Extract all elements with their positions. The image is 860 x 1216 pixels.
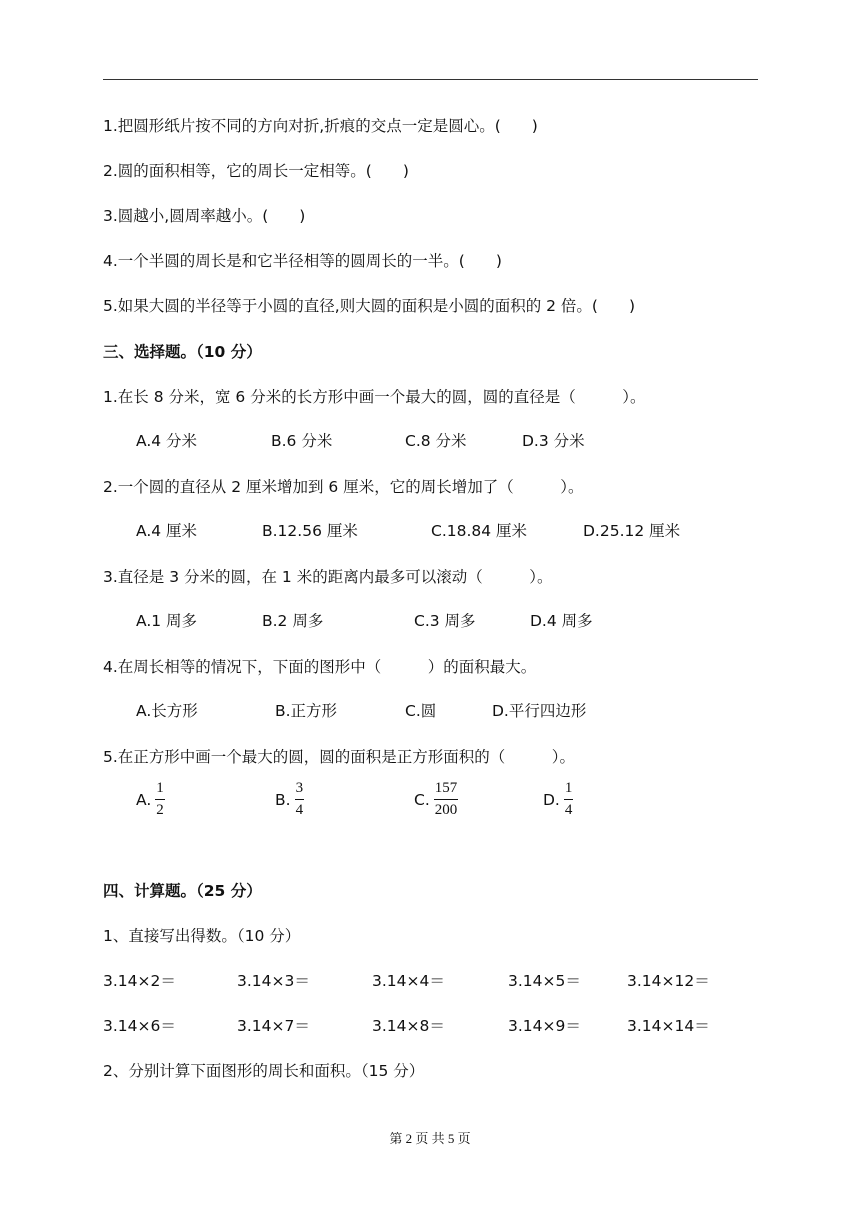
fraction-numerator: 1 — [564, 780, 574, 800]
fraction-numerator: 1 — [155, 780, 165, 800]
section-4-title: 四、计算题。（25 分） — [103, 882, 262, 900]
option-label: D. — [543, 790, 560, 809]
calc-item: 3.14×2＝ — [103, 972, 176, 990]
choice-question-1: 1.在长 8 分米，宽 6 分米的长方形中画一个最大的圆，圆的直径是（ ）。 — [103, 388, 646, 406]
judge-question-3: 3.圆越小,圆周率越小。( ) — [103, 207, 306, 225]
choice-2-option-a: A.4 厘米 — [136, 522, 198, 540]
fraction — [564, 780, 574, 819]
fraction — [295, 780, 305, 819]
option-label: C. — [414, 790, 430, 809]
fraction — [434, 780, 459, 819]
choice-2-option-d: D.25.12 厘米 — [583, 522, 681, 540]
judge-question-5: 5.如果大圆的半径等于小圆的直径,则大圆的面积是小圆的面积的 2 倍。( ) — [103, 297, 636, 315]
option-label: B. — [275, 790, 291, 809]
fraction-denominator: 4 — [295, 802, 304, 818]
judge-question-1: 1.把圆形纸片按不同的方向对折,折痕的交点一定是圆心。( ) — [103, 117, 538, 135]
choice-4-option-a: A.长方形 — [136, 702, 198, 720]
choice-5-option-b — [275, 780, 304, 819]
fraction-numerator: 157 — [434, 780, 459, 800]
fraction-denominator: 2 — [156, 802, 164, 818]
choice-4-option-b: B.正方形 — [275, 702, 338, 720]
calc-item: 3.14×6＝ — [103, 1017, 176, 1035]
choice-4-option-d: D.平行四边形 — [492, 702, 587, 720]
choice-4-option-c: C.圆 — [405, 702, 437, 720]
fraction-denominator: 200 — [434, 802, 458, 818]
calc-item: 3.14×12＝ — [627, 972, 710, 990]
judge-question-4: 4.一个半圆的周长是和它半径相等的圆周长的一半。( ) — [103, 252, 502, 270]
calc-item: 3.14×7＝ — [237, 1017, 310, 1035]
choice-5-option-c — [414, 780, 458, 819]
choice-1-option-d: D.3 分米 — [522, 432, 585, 450]
choice-5-option-d — [543, 780, 573, 819]
calc-item: 3.14×9＝ — [508, 1017, 581, 1035]
fraction — [155, 780, 165, 819]
calc-item: 3.14×5＝ — [508, 972, 581, 990]
calc-item: 3.14×3＝ — [237, 972, 310, 990]
calc-item: 3.14×14＝ — [627, 1017, 710, 1035]
choice-1-option-a: A.4 分米 — [136, 432, 198, 450]
choice-1-option-c: C.8 分米 — [405, 432, 467, 450]
section-4-sub-2: 2、分别计算下面图形的周长和面积。（15 分） — [103, 1062, 425, 1080]
page-footer: 第 2 页 共 5 页 — [389, 1131, 471, 1146]
section-3-title: 三、选择题。（10 分） — [103, 343, 262, 361]
choice-1-option-b: B.6 分米 — [271, 432, 333, 450]
choice-question-4: 4.在周长相等的情况下，下面的图形中（ ）的面积最大。 — [103, 658, 537, 676]
section-4-sub-1: 1、直接写出得数。（10 分） — [103, 927, 301, 945]
choice-5-option-a — [136, 780, 165, 819]
calc-item: 3.14×4＝ — [372, 972, 445, 990]
choice-question-3: 3.直径是 3 分米的圆，在 1 米的距离内最多可以滚动（ ）。 — [103, 568, 553, 586]
choice-2-option-b: B.12.56 厘米 — [262, 522, 358, 540]
choice-question-2: 2.一个圆的直径从 2 厘米增加到 6 厘米，它的周长增加了（ ）。 — [103, 478, 584, 496]
fraction-numerator: 3 — [295, 780, 305, 800]
choice-3-option-b: B.2 周多 — [262, 612, 324, 630]
judge-question-2: 2.圆的面积相等，它的周长一定相等。( ) — [103, 162, 409, 180]
fraction-denominator: 4 — [564, 802, 573, 818]
choice-3-option-d: D.4 周多 — [530, 612, 593, 630]
option-label: A. — [136, 790, 152, 809]
choice-3-option-a: A.1 周多 — [136, 612, 198, 630]
choice-3-option-c: C.3 周多 — [414, 612, 476, 630]
choice-question-5: 5.在正方形中画一个最大的圆，圆的面积是正方形面积的（ ）。 — [103, 748, 576, 766]
header-rule — [103, 79, 758, 80]
calc-item: 3.14×8＝ — [372, 1017, 445, 1035]
choice-2-option-c: C.18.84 厘米 — [431, 522, 528, 540]
